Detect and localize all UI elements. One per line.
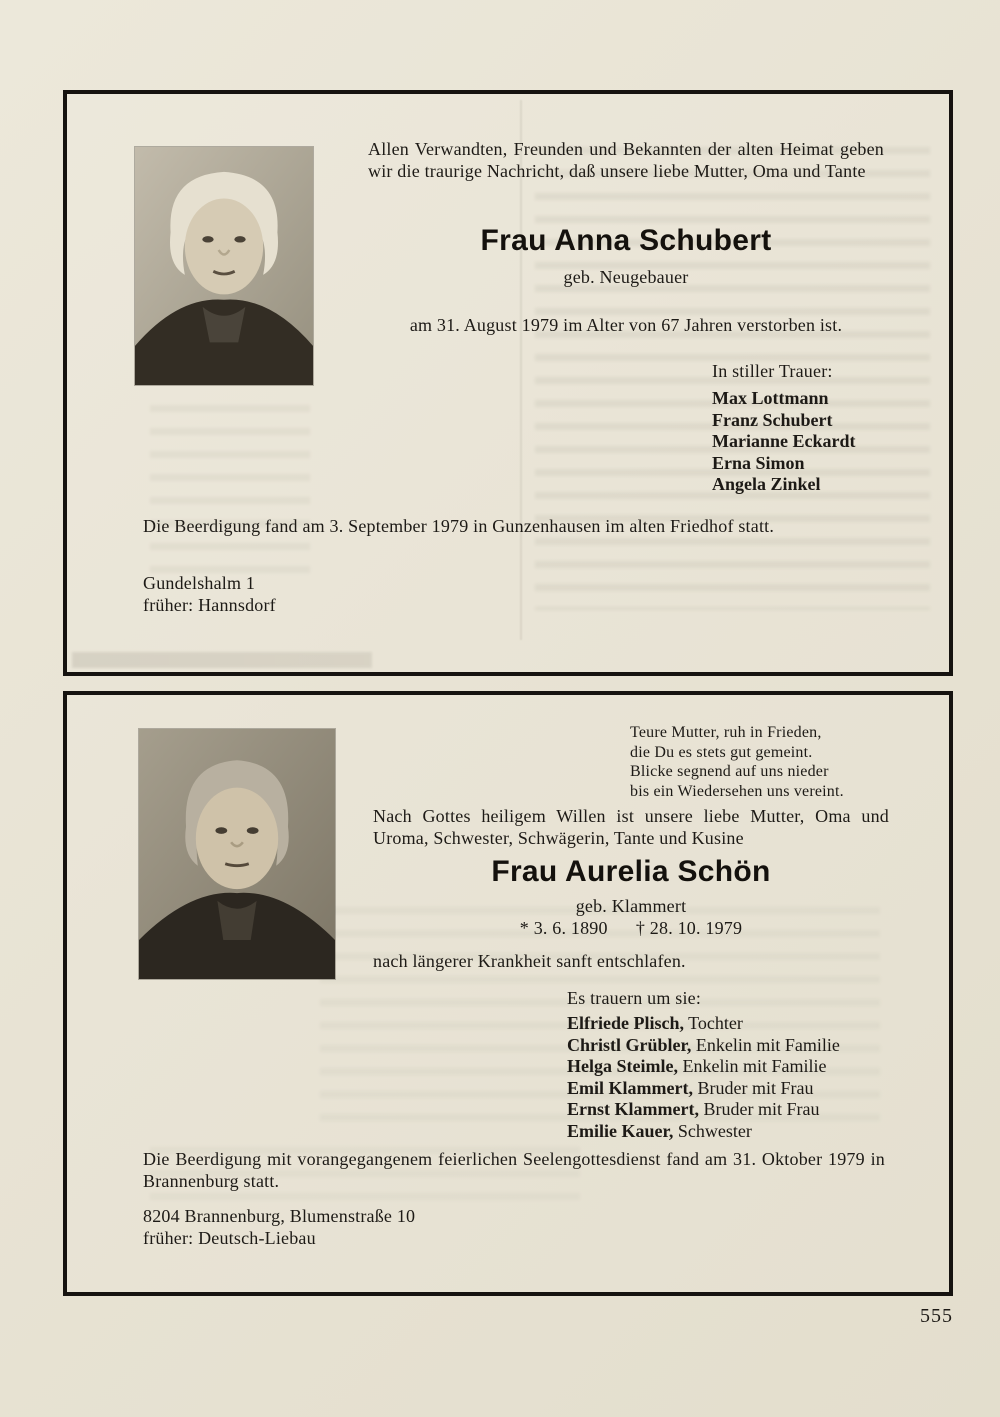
mourning-label: Es trauern um sie: (567, 988, 702, 1008)
mourner-row (567, 1013, 840, 1035)
mourners-list (712, 388, 856, 496)
death-announcement-line: am 31. August 1979 im Alter von 67 Jahren verstorben ist. (409, 315, 843, 335)
mourner-name: Ernst Klammert, (567, 1099, 699, 1119)
mourning-label: In stiller Trauer: (712, 361, 833, 381)
deceased-name: Frau Aurelia Schön (491, 855, 771, 888)
mourner-row (567, 1056, 840, 1078)
announcement-intro: Nach Gottes heiligem Willen ist unsere liebe Mutter, Oma und Uroma, Schwester, Schwägerin, Tante und Kusine (373, 806, 889, 848)
birth-death-dates: * 3. 6. 1890 † 28. 10. 1979 (519, 918, 743, 938)
mourner-role: Bruder mit Frau (698, 1099, 820, 1119)
mourners-list (567, 1013, 840, 1142)
burial-info: Die Beerdigung fand am 3. September 1979 in Gunzenhausen im alten Friedhof statt. (143, 516, 775, 536)
mourner-name: Franz Schubert (712, 409, 833, 430)
mourner-row (567, 1035, 840, 1057)
mourner-name: Emil Klammert, (567, 1077, 693, 1098)
portrait-illustration (139, 729, 335, 979)
address-line-2: früher: Hannsdorf (143, 595, 276, 615)
mourner-row (567, 1078, 840, 1100)
mourner-name: Christl Grübler, (567, 1034, 692, 1055)
mourner-row (567, 1099, 840, 1121)
poem-line: Blicke segnend auf uns nieder (630, 763, 829, 780)
mourner-role: Enkelin mit Familie (677, 1056, 827, 1076)
burial-info: Die Beerdigung mit vorangegangenem feierlichen Seelengottesdienst fand am 31. Oktober 1979 in Brannenburg statt. (143, 1149, 885, 1191)
mourner-role: Schwester (673, 1120, 752, 1141)
address-line-1: 8204 Brannenburg, Blumenstraße 10 (143, 1206, 416, 1226)
announcement-intro: Allen Verwandten, Freunden und Bekannten der alten Heimat geben wir die traurige Nachricht, daß unsere liebe Mutter, Oma und Tante (368, 139, 884, 181)
maiden-name: geb. Neugebauer (563, 267, 689, 287)
mourner-role: Enkelin mit Familie (691, 1034, 840, 1055)
memorial-poem (630, 723, 930, 801)
address-line-2: früher: Deutsch-Liebau (143, 1228, 316, 1248)
portrait-illustration (135, 147, 313, 385)
obituary-notice-anna-schubert (63, 90, 953, 676)
mourner-name: Erna Simon (712, 452, 805, 473)
page-number: 555 (920, 1305, 953, 1327)
deceased-name: Frau Anna Schubert (480, 224, 772, 257)
mourner-name: Angela Zinkel (712, 474, 821, 494)
mourner-name: Max Lottmann (712, 388, 829, 408)
poem-line: die Du es stets gut gemeint. (630, 743, 813, 761)
address-line-1: Gundelshalm 1 (143, 573, 256, 593)
mourner-name: Elfriede Plisch, (567, 1013, 684, 1033)
mourner-name: Emilie Kauer, (567, 1120, 674, 1141)
maiden-name: geb. Klammert (575, 896, 687, 916)
portrait-photo-aurelia-schoen (139, 729, 335, 979)
portrait-photo-anna-schubert (135, 147, 313, 385)
mourner-role: Tochter (683, 1013, 743, 1033)
obituary-notice-aurelia-schoen (63, 691, 953, 1296)
mourner-role: Bruder mit Frau (692, 1077, 814, 1098)
mourner-name: Helga Steimle, (567, 1056, 678, 1076)
poem-line: Teure Mutter, ruh in Frieden, (630, 724, 822, 741)
mourner-row (567, 1121, 840, 1143)
poem-line: bis ein Wiedersehen uns vereint. (630, 782, 844, 800)
death-announcement-line: nach längerer Krankheit sanft entschlafen. (373, 951, 686, 971)
mourner-name: Marianne Eckardt (712, 431, 856, 451)
